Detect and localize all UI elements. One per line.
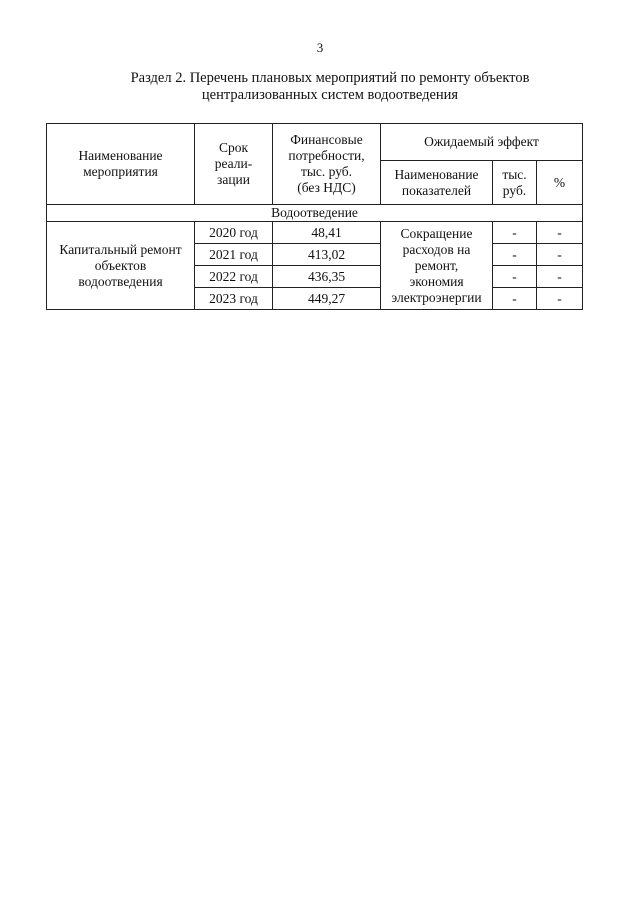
effect-name-line: экономия — [409, 273, 464, 289]
header-event-name — [47, 124, 195, 205]
effect-name-line: Сокращение — [400, 225, 473, 241]
effect-name-line: ремонт, — [414, 257, 459, 273]
year-cell: 2021 год — [195, 244, 273, 266]
section-title-line-2: централизованных систем водоотведения — [201, 87, 459, 103]
event-name-line: объектов — [94, 257, 147, 273]
section-title-line-1: Раздел 2. Перечень плановых мероприятий по ремонту объектов — [130, 70, 530, 86]
header-indicator-line: Наименование — [394, 166, 479, 182]
header-effect: Ожидаемый эффект — [381, 124, 583, 161]
percent-cell: - — [537, 288, 583, 310]
thousand-cell: - — [493, 244, 537, 266]
header-finance-line: потребности, — [288, 148, 365, 163]
header-thousand-line: руб. — [502, 182, 527, 198]
event-name-line: Капитальный ремонт — [59, 241, 182, 257]
plan-table — [46, 123, 583, 310]
header-indicator — [381, 161, 493, 205]
amount-cell: 413,02 — [273, 244, 381, 266]
header-term — [195, 124, 273, 205]
section-label: Водоотведение — [47, 205, 583, 222]
percent-cell: - — [537, 244, 583, 266]
amount-cell: 449,27 — [273, 288, 381, 310]
header-thousand-line: тыс. — [502, 166, 527, 182]
header-indicator-line: показателей — [401, 182, 472, 198]
percent-cell: - — [537, 222, 583, 244]
section-row — [47, 205, 583, 222]
year-cell: 2020 год — [195, 222, 273, 244]
effect-name-line: расходов на — [402, 241, 471, 257]
header-term-line: зации — [217, 172, 250, 187]
amount-cell: 48,41 — [273, 222, 381, 244]
header-thousand-rub — [493, 161, 537, 205]
thousand-cell: - — [493, 266, 537, 288]
year-cell: 2023 год — [195, 288, 273, 310]
event-name-line: водоотведения — [78, 273, 163, 289]
effect-name-line: электроэнергии — [391, 289, 482, 305]
header-term-line: реали- — [214, 156, 253, 171]
header-finance-line: тыс. руб. — [300, 164, 353, 179]
page-number: 3 — [316, 40, 324, 55]
table-row — [47, 222, 583, 244]
header-finance-line: (без НДС) — [297, 180, 356, 195]
event-name — [47, 222, 195, 310]
header-term-line: Срок — [218, 140, 249, 155]
header-event-name-line: мероприятия — [83, 164, 158, 179]
header-event-name-line: Наименование — [78, 148, 163, 163]
header-row-1 — [47, 124, 583, 161]
header-finance-line: Финансовые — [290, 132, 363, 147]
header-finance — [273, 124, 381, 205]
section-title — [60, 70, 600, 104]
header-percent: % — [537, 161, 583, 205]
year-cell: 2022 год — [195, 266, 273, 288]
thousand-cell: - — [493, 222, 537, 244]
effect-name — [381, 222, 493, 310]
amount-cell: 436,35 — [273, 266, 381, 288]
thousand-cell: - — [493, 288, 537, 310]
percent-cell: - — [537, 266, 583, 288]
